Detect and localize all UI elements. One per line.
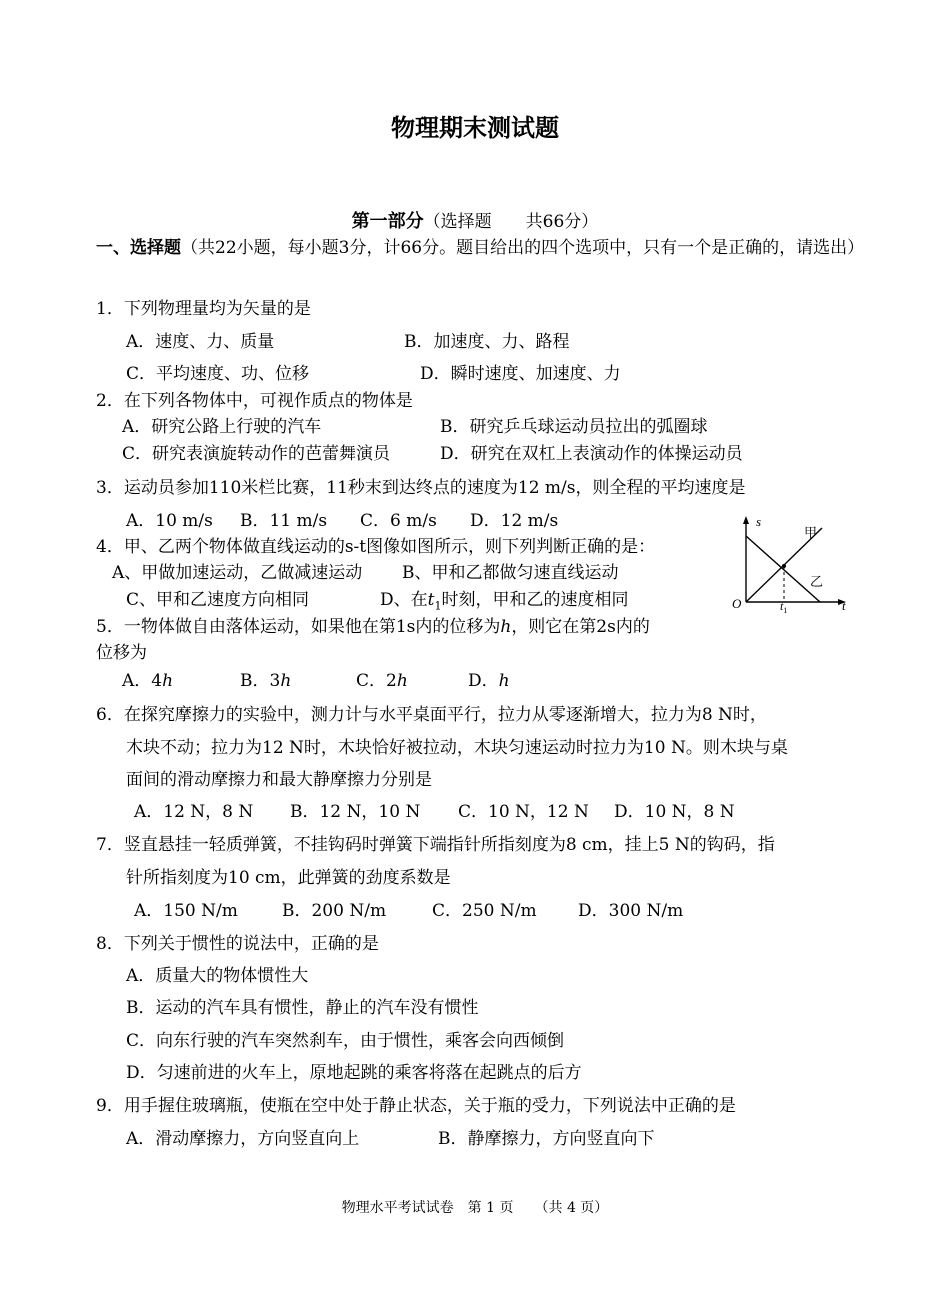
option-c: C．250 N/m [432,901,537,921]
option-d [380,585,628,612]
option-d [468,666,510,691]
part-heading [0,207,950,233]
question-stem: 8．下列关于惯性的说法中，正确的是 [96,934,379,954]
option-b: B．研究乒乓球运动员拉出的弧圈球 [440,417,708,437]
option-c: C．平均速度、功、位移 [126,364,310,384]
page-title: 物理期末测试题 [391,114,559,142]
option-d: D．瞬时速度、加速度、力 [420,364,621,384]
option-d: D．10 N，8 N [614,802,735,822]
option-b-text: B．3 [240,671,281,691]
option-a: A．研究公路上行驶的汽车 [122,417,322,437]
option-d: D．12 m/s [470,511,559,531]
option-b: B、甲和乙都做匀速直线运动 [402,563,619,583]
origin-label: O [732,596,742,611]
option-a: A．滑动摩擦力，方向竖直向上 [126,1129,360,1149]
option-b [240,666,291,691]
option-a: A．10 m/s [126,511,213,531]
option-c: C．10 N，12 N [458,802,589,822]
option-a: A．12 N，8 N [134,802,254,822]
h-variable: h [498,671,510,691]
option-a-text: A．4 [122,671,163,691]
option-a: A、甲做加速运动，乙做减速运动 [112,563,363,583]
t1-label: $t_1$ [780,599,788,614]
question-stem: 9．用手握住玻璃瓶，使瓶在空中处于静止状态，关于瓶的受力，下列说法中正确的是 [96,1096,736,1116]
question-stem: 4．甲、乙两个物体做直线运动的s-t图像如图所示，则下列判断正确的是： [96,537,656,557]
s-axis-arrow [743,516,749,524]
t1-subscript: 1 [434,599,442,613]
stem-text: 5．一物体做自由落体运动，如果他在第1s内的位移为 [96,617,501,637]
option-d-prefix: D、在 [380,590,428,610]
question-stem-line2: 针所指刻度为10 cm，此弹簧的劲度系数是 [126,868,451,888]
s-axis-label: s [756,514,762,529]
option-c-text: C．2 [356,671,397,691]
option-c: C、甲和乙速度方向相同 [126,590,310,610]
question-stem [96,612,650,637]
h-variable: h [280,671,292,691]
question-stem: 7．竖直悬挂一轻质弹簧，不挂钩码时弹簧下端指针所指刻度为8 cm，挂上5 N的钩码，指 [96,835,775,855]
option-a [122,666,173,691]
question-stem: 3．运动员参加110米栏比赛，11秒末到达终点的速度为12 m/s，则全程的平均速度是 [96,478,746,498]
stem-tail: ，则它在第2s内的 [511,617,650,637]
option-c: C．向东行驶的汽车突然刹车，由于惯性，乘客会向西倾倒 [126,1031,565,1051]
option-a: A．150 N/m [134,901,238,921]
h-variable: h [162,671,174,691]
option-d-text: D． [468,671,499,691]
part-note: （选择题 共66分） [423,212,599,232]
option-b: B．200 N/m [282,901,387,921]
part-title: 第一部分 [351,211,424,232]
section-instructions: （共22小题，每小题3分，计66分。题目给出的四个选项中，只有一个是正确的，请选出） [181,238,865,258]
option-c: C．研究表演旋转动作的芭蕾舞演员 [122,444,391,464]
option-d: D．匀速前进的火车上，原地起跳的乘客将落在起跳点的后方 [126,1063,582,1083]
h-variable: h [500,617,512,637]
page-footer: 物理水平考试试卷 第 1 页 （共 4 页） [341,1200,609,1216]
option-d: D．300 N/m [578,901,684,921]
section-heading [96,234,866,262]
t-axis-label: t [842,598,846,613]
jia-label: 甲 [804,525,818,540]
option-b: B．12 N，10 N [290,802,421,822]
option-a: A．质量大的物体惯性大 [126,966,309,986]
t1-variable: t [427,590,435,610]
option-d: D．研究在双杠上表演动作的体操运动员 [440,444,743,464]
question-stem-line2: 位移为 [96,643,147,663]
question-stem: 1．下列物理量均为矢量的是 [96,299,311,319]
option-b: B．11 m/s [240,511,328,531]
option-c [356,666,408,691]
question-stem-line3: 面间的滑动摩擦力和最大静摩擦力分别是 [126,770,432,790]
yi-label: 乙 [810,574,824,589]
question-stem-line2: 木块不动；拉力为12 N时，木块恰好被拉动，木块匀速运动时拉力为10 N。则木块与桌 [126,738,788,758]
option-b: B．加速度、力、路程 [404,332,570,352]
question-stem: 2．在下列各物体中，可视作质点的物体是 [96,391,413,411]
option-a: A．速度、力、质量 [126,332,275,352]
option-c: C．6 m/s [360,511,437,531]
st-graph [728,510,854,614]
h-variable: h [396,671,408,691]
question-stem: 6．在探究摩擦力的实验中，测力计与水平桌面平行，拉力从零逐渐增大，拉力为8 N时， [96,705,767,725]
intersection-point [782,564,786,568]
option-d-tail: 时刻，甲和乙的速度相同 [441,590,629,610]
section-title: 一、选择题 [96,238,181,258]
option-b: B．运动的汽车具有惯性，静止的汽车没有惯性 [126,998,479,1018]
option-b: B．静摩擦力，方向竖直向下 [438,1129,655,1149]
